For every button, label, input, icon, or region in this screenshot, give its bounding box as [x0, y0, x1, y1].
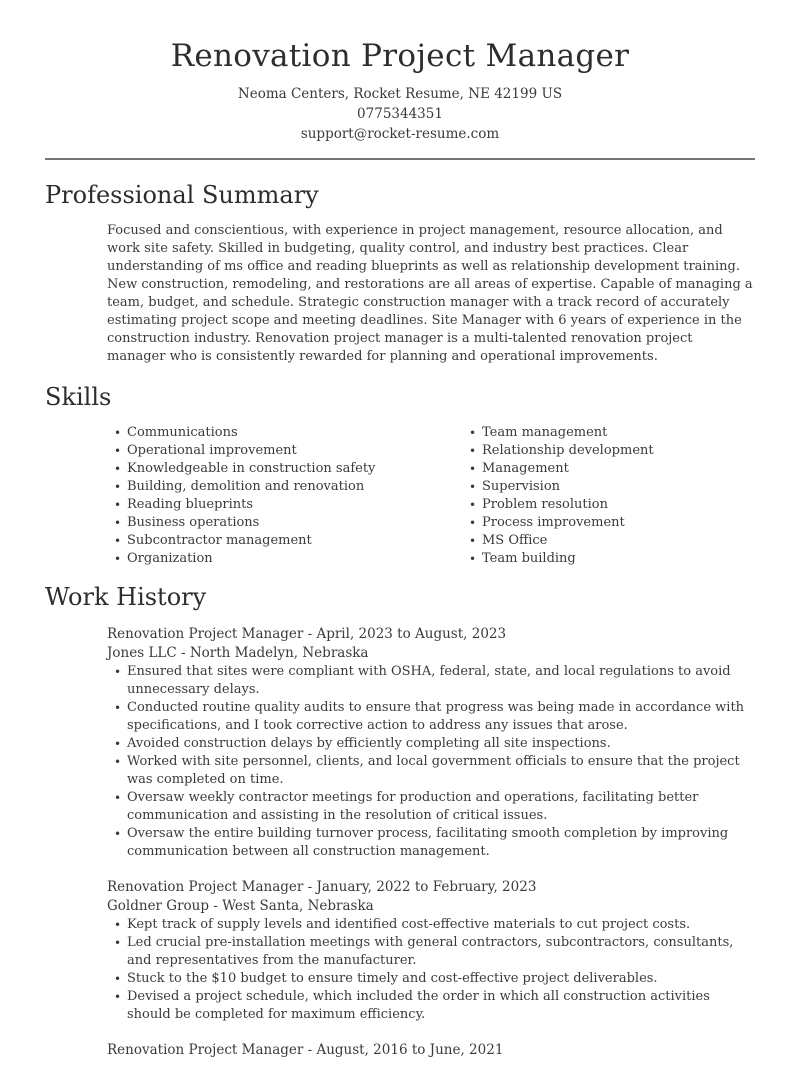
- resume-header: [45, 36, 755, 160]
- job-bullet: • Kept track of supply levels and identified cost-effective materials to cut project costs.: [127, 916, 755, 934]
- job-bullet: • Avoided construction delays by efficiently completing all site inspections.: [127, 735, 755, 753]
- heading-work-history: Work History: [45, 583, 207, 611]
- skills-list-left: [45, 424, 400, 568]
- heading-professional-summary: Professional Summary: [45, 181, 319, 209]
- skills-columns: [45, 424, 755, 568]
- job-bullet: • Worked with site personnel, clients, and local government officials to ensure that the project was completed on time.: [127, 753, 755, 789]
- job-entry-2: [45, 878, 755, 1024]
- job-entry-3: [45, 1041, 755, 1060]
- heading-skills: Skills: [45, 383, 112, 411]
- skill-item: • Communications: [127, 424, 400, 442]
- contact-email: support@rocket-resume.com: [300, 126, 500, 142]
- skill-item: • Process improvement: [482, 514, 755, 532]
- skill-item: • Problem resolution: [482, 496, 755, 514]
- skill-item: • MS Office: [482, 532, 755, 550]
- job-bullet: • Led crucial pre-installation meetings with general contractors, subcontractors, consultants, and representatives from the manufacturer.: [127, 934, 755, 970]
- skill-item: • Operational improvement: [127, 442, 400, 460]
- job-header: [107, 625, 755, 663]
- job-title: Renovation Project Manager - April, 2023 to August, 2023: [107, 626, 507, 642]
- section-skills: [45, 381, 755, 568]
- header-divider: [45, 158, 755, 160]
- job-bullet: • Devised a project schedule, which included the order in which all construction activities should be completed for maximum efficiency.: [127, 988, 755, 1024]
- job-bullet: • Conducted routine quality audits to ensure that progress was being made in accordance with specifications, and I took corrective action to address any issues that arose.: [127, 699, 755, 735]
- skill-item: • Subcontractor management: [127, 532, 400, 550]
- skill-item: • Building, demolition and renovation: [127, 478, 400, 496]
- skill-item: • Knowledgeable in construction safety: [127, 460, 400, 478]
- job-company: Jones LLC - North Madelyn, Nebraska: [107, 645, 369, 661]
- contact-address: Neoma Centers, Rocket Resume, NE 42199 US: [237, 86, 563, 102]
- skill-item: • Organization: [127, 550, 400, 568]
- section-professional-summary: [45, 179, 755, 366]
- job-bullet: • Stuck to the $10 budget to ensure timely and cost-effective project deliverables.: [127, 970, 755, 988]
- summary-paragraph: Focused and conscientious, with experience in project management, resource allocation, and work site safety. Skilled in budgeting, quality control, and industry best practices. Clear understanding of ms office and reading blueprints as well as relationship development training. New construction, remodeling, and restorations are all areas of expertise. Capable of managing a team, budget, and schedule. Strategic construction manager with a track record of accurately estimating project scope and meeting deadlines. Site Manager with 6 years of experience in the construction industry. Renovation project manager is a multi-talented renovation project manager who is consistently rewarded for planning and operational improvements.: [107, 223, 753, 364]
- job-company: Goldner Group - West Santa, Nebraska: [107, 898, 374, 914]
- skill-item: • Supervision: [482, 478, 755, 496]
- job-bullet-list: [45, 916, 755, 1024]
- contact-block: [45, 84, 755, 144]
- job-bullet: • Ensured that sites were compliant with OSHA, federal, state, and local regulations to avoid unnecessary delays.: [127, 663, 755, 699]
- skills-list-right: [400, 424, 755, 568]
- section-work-history: [45, 581, 755, 1060]
- contact-phone: 0775344351: [357, 106, 443, 122]
- job-title: Renovation Project Manager - August, 2016 to June, 2021: [107, 1042, 504, 1058]
- job-bullet: • Oversaw the entire building turnover process, facilitating smooth completion by improving communication between all construction management.: [127, 825, 755, 861]
- page-title: Renovation Project Manager: [170, 38, 630, 74]
- job-title: Renovation Project Manager - January, 2022 to February, 2023: [107, 879, 537, 895]
- skill-item: • Team building: [482, 550, 755, 568]
- job-entry-1: [45, 625, 755, 861]
- job-header: [107, 1041, 755, 1060]
- job-header: [107, 878, 755, 916]
- skill-item: • Team management: [482, 424, 755, 442]
- skill-item: • Business operations: [127, 514, 400, 532]
- skill-item: • Relationship development: [482, 442, 755, 460]
- skill-item: • Reading blueprints: [127, 496, 400, 514]
- job-bullet-list: [45, 663, 755, 861]
- job-bullet: • Oversaw weekly contractor meetings for production and operations, facilitating better communication and assisting in the resolution of critical issues.: [127, 789, 755, 825]
- resume-document: [0, 36, 800, 1071]
- skill-item: • Management: [482, 460, 755, 478]
